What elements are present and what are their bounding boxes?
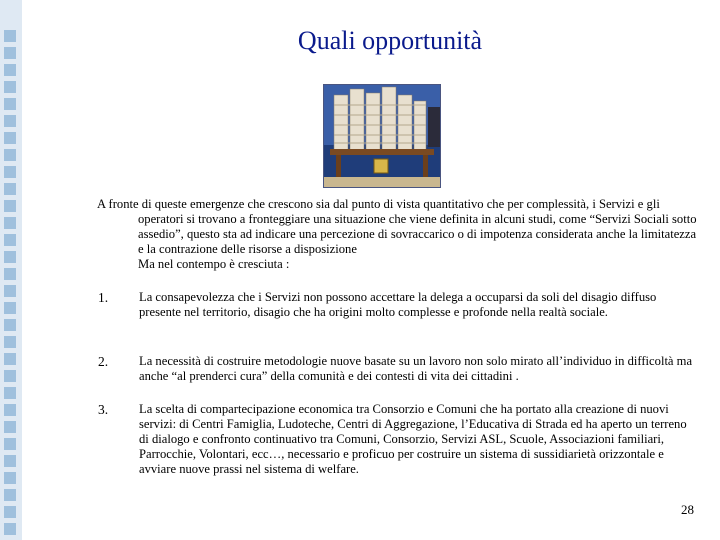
strip-square — [4, 353, 16, 365]
strip-square — [4, 523, 16, 535]
intro-block — [97, 197, 697, 272]
strip-square — [4, 132, 16, 144]
list-text: La consapevolezza che i Servizi non possono accettare la delega a occuparsi da soli del disagio diffuso presente nel territorio, disagio che ha origini molto complesse e profonde nella realtà sociale. — [139, 290, 657, 319]
strip-square — [4, 472, 16, 484]
list-text: La scelta di compartecipazione economica tra Consorzio e Comuni che ha portato alla creazione di nuovi servizi: di Centri Famiglia, Ludoteche, Centri di Aggregazione, l’Educativa di Strada ed ha aperto un terreno di dialogo e confronto continuativo tra Comuni, Consorzio, Servizi ASL, Scuole, Associazioni familiari, Parrocchie, Volontari, ecc…, necessario e proficuo per costruire un sistema di sussidiarietà orizzontale e avviare nuove prassi nel sistema di welfare. — [139, 402, 687, 476]
list-number: 3. — [98, 402, 109, 417]
strip-square — [4, 455, 16, 467]
intro-followup: Ma nel contempo è cresciuta : — [138, 257, 290, 271]
strip-square — [4, 387, 16, 399]
strip-square — [4, 200, 16, 212]
strip-square — [4, 370, 16, 382]
list-number: 1. — [98, 290, 109, 305]
strip-square — [4, 149, 16, 161]
strip-square — [4, 319, 16, 331]
strip-square — [4, 489, 16, 501]
page-number: 28 — [681, 502, 694, 517]
strip-square — [4, 404, 16, 416]
list-text: La necessità di costruire metodologie nuove basate su un lavoro non solo mirato all’individuo in difficoltà ma anche “al prenderci cura” della comunità e dei contesti di vita dei cittadini . — [139, 354, 693, 383]
list-number: 2. — [98, 354, 109, 369]
strip-square — [4, 268, 16, 280]
strip-square — [4, 183, 16, 195]
strip-square — [4, 336, 16, 348]
strip-square — [4, 217, 16, 229]
strip-square — [4, 421, 16, 433]
intro-paragraph: A fronte di queste emergenze che crescono sia dal punto di vista quantitativo che per complessità, i Servizi e gli operatori si trovano a fronteggiare una situazione che viene definita in alcuni studi, come “Servizi Sociali sotto assedio”, questo sta ad indicare una percezione di sovraccarico o di impotenza considerata anche la limitatezza e la contrazione delle risorse a disposizione — [97, 197, 697, 256]
strip-square — [4, 302, 16, 314]
paper-stacks-photo — [323, 84, 441, 188]
strip-square — [4, 285, 16, 297]
strip-square — [4, 166, 16, 178]
strip-square — [4, 64, 16, 76]
strip-square — [4, 234, 16, 246]
slide-title: Quali opportunità — [297, 26, 483, 55]
strip-square — [4, 438, 16, 450]
strip-square — [4, 506, 16, 518]
strip-square — [4, 98, 16, 110]
strip-square — [4, 251, 16, 263]
strip-square — [4, 115, 16, 127]
strip-square — [4, 81, 16, 93]
decorative-side-strip — [0, 0, 22, 540]
